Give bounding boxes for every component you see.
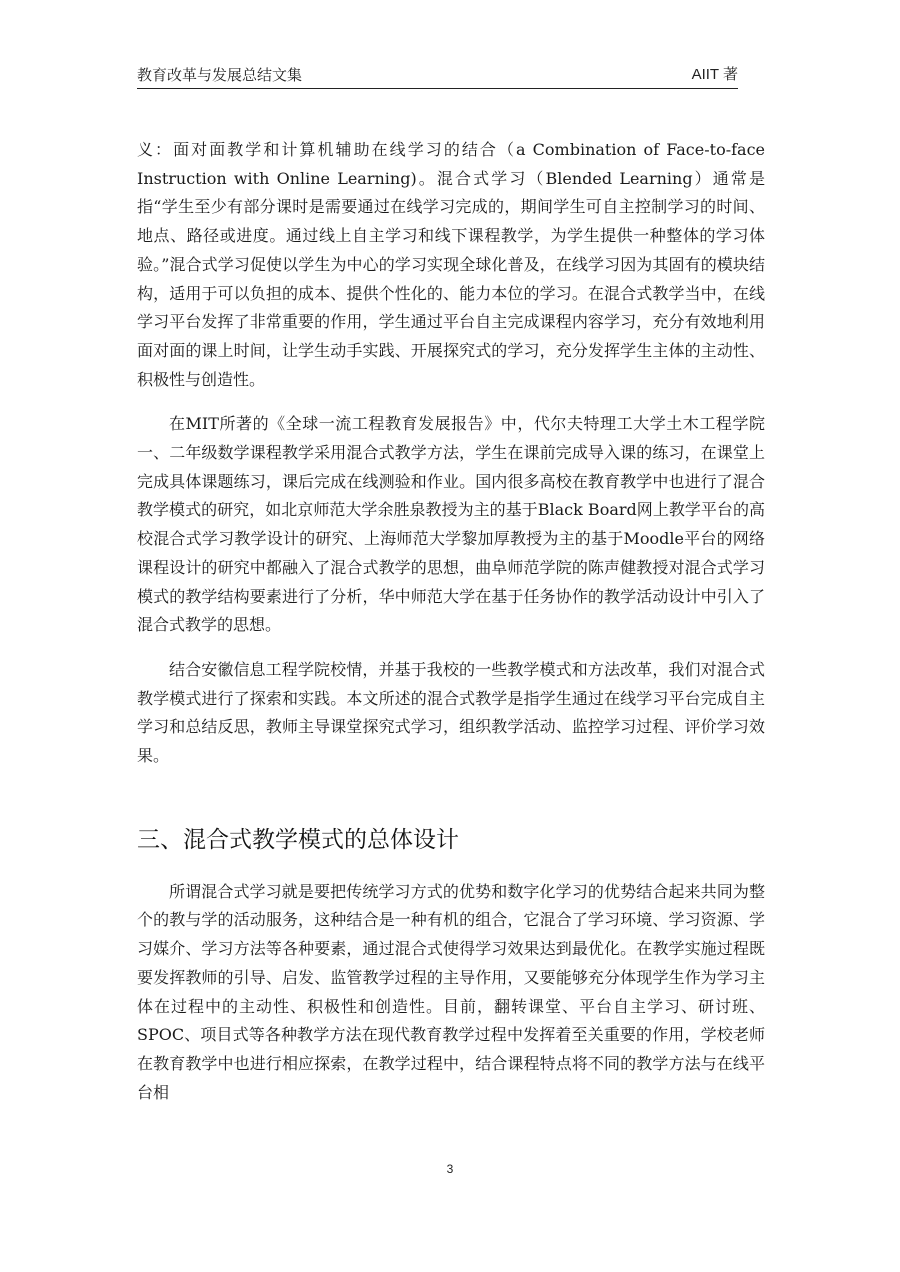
paragraph-mit-report: 在MIT所著的《全球一流工程教育发展报告》中，代尔夫特理工大学土木工程学院一、二年级数学课程教学采用混合式教学方法，学生在课前完成导入课的练习，在课堂上完成具体课题练习，课后完成在线测验和作业。国内很多高校在教育教学中也进行了混合教学模式的研究，如北京师范大学余胜泉教授为主的基于Black Board网上教学平台的高校混合式学习教学设计的研究、上海师范大学黎加厚教授为主的基于Moodle平台的网络课程设计的研究中都融入了混合式教学的思想，曲阜师范学院的陈声健教授对混合式学习模式的教学结构要素进行了分析，华中师范大学在基于任务协作的教学活动设计中引入了混合式教学的思想。 (137, 414, 765, 635)
page-number: 3 (446, 1162, 454, 1176)
paragraph-overall-design: 所谓混合式学习就是要把传统学习方式的优势和数字化学习的优势结合起来共同为整个的教与学的活动服务，这种结合是一种有机的组合，它混合了学习环境、学习资源、学习媒介、学习方法等各种要素，通过混合式使得学习效果达到最优化。在教学实施过程既要发挥教师的引导、启发、监管教学过程的主导作用，又要能够充分体现学生作为学习主体在过程中的主动性、积极性和创造性。目前，翻转课堂、平台自主学习、研讨班、SPOC、项目式等各种教学方法在现代教育教学过程中发挥着至关重要的作用，学校老师在教育教学中也进行相应探索，在教学过程中，结合课程特点将不同的教学方法与在线平台相 (137, 881, 765, 1102)
header-title: 教育改革与发展总结文集 (137, 66, 303, 84)
document-body (137, 136, 765, 1123)
page-header (137, 64, 738, 89)
section-heading: 三、混合式教学模式的总体设计 (137, 826, 459, 853)
header-author: AIIT 著 (691, 66, 738, 83)
paragraph-aiit-practice: 结合安徽信息工程学院校情，并基于我校的一些教学模式和方法改革，我们对混合式教学模式进行了探索和实践。本文所述的混合式教学是指学生通过在线学习平台完成自主学习和总结反思，教师主导课堂探究式学习，组织教学活动、监控学习过程、评价学习效果。 (137, 659, 765, 766)
paragraph-blended-learning-definition: 义：面对面教学和计算机辅助在线学习的结合（a Combination of Face-to-face Instruction with Online Learning)。混合式学习（Blended Learning）通常是指“学生至少有部分课时是需要通过在线学习完成的，期间学生可自主控制学习的时间、地点、路径或进度。通过线上自主学习和线下课程教学，为学生提供一种整体的学习体验。”混合式学习促使以学生为中心的学习实现全球化普及，在线学习因为其固有的模块结构，适用于可以负担的成本、提供个性化的、能力本位的学习。在混合式教学当中，在线学习平台发挥了非常重要的作用，学生通过平台自主完成课程内容学习，充分有效地利用面对面的课上时间，让学生动手实践、开展探究式的学习，充分发挥学生主体的主动性、积极性与创造性。 (137, 140, 765, 389)
